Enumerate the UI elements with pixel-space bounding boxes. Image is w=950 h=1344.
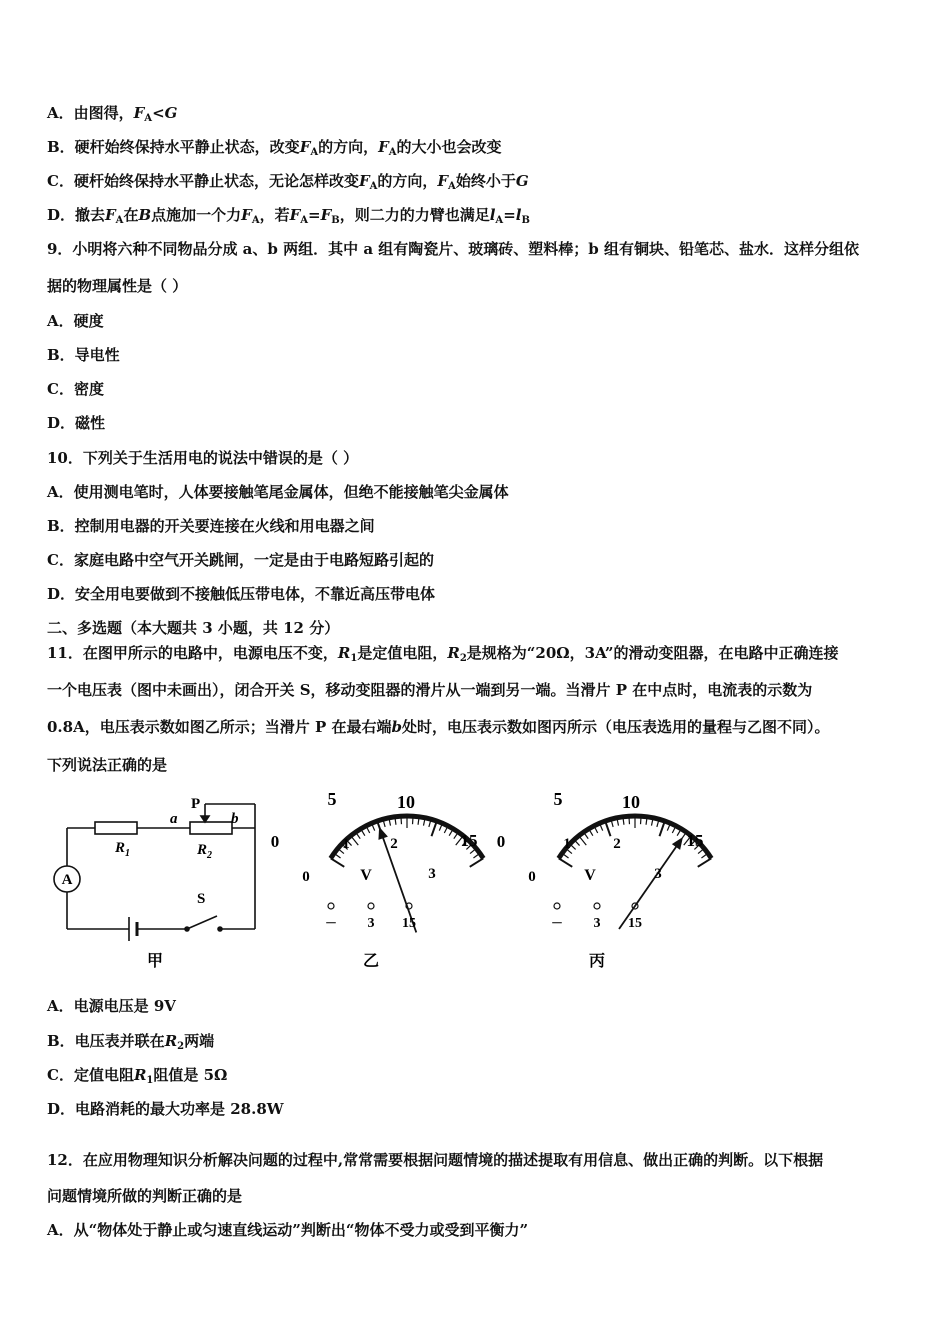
meter-tick	[401, 816, 402, 824]
q9-option-b[interactable]: B．导电性	[47, 346, 120, 364]
yi-in-2: 2	[390, 836, 398, 852]
switch-blade	[187, 916, 217, 929]
q11-stem-line2: 一个电压表（图中未画出），闭合开关 S，移动变阻器的滑片从一端到另一端。当滑片 P 在中点时，电流表的示数为	[47, 681, 813, 699]
meter-tick	[559, 858, 573, 866]
ammeter-label: A	[61, 872, 73, 888]
q9-option-a[interactable]: A．硬度	[47, 312, 104, 330]
yi-terminal-minus: －	[324, 916, 338, 930]
caption-jia: 甲	[146, 953, 164, 970]
q10-option-c[interactable]: C．家庭电路中空气开关跳闸，一定是由于电路短路引起的	[47, 551, 434, 569]
yi-terminal-3-post	[368, 903, 374, 909]
q10-option-a[interactable]: A．使用测电笔时，人体要接触笔尾金属体，但绝不能接触笔尖金属体	[47, 483, 509, 501]
q8-option-c[interactable]: C．硬杆始终保持水平静止状态，无论怎样改变$F_A$的方向，$F_A$始终小于G	[47, 172, 529, 192]
r1-subscript: 1	[125, 848, 131, 859]
bing-v-label: V	[584, 867, 596, 884]
bing-top-10: 10	[622, 792, 640, 812]
meter-tick	[331, 858, 345, 866]
q11-figure-svg	[45, 786, 745, 976]
q11-option-c[interactable]: C．定值电阻$R_1$阻值是 5Ω	[47, 1066, 228, 1086]
terminal-a-label: a	[170, 811, 178, 827]
bing-in-3: 3	[654, 866, 662, 882]
q8-option-d[interactable]: D．撤去$F_A$在B点施加一个力$F_A$，若$F_A=F_B$，则二力的力臂也满足$l_A=l_B$	[47, 206, 530, 226]
bing-terminal-15: 15	[628, 916, 642, 931]
yi-v-label: V	[360, 867, 372, 884]
r2-label	[196, 842, 212, 861]
meter-tick	[432, 821, 437, 836]
q9-stem-line2: 据的物理属性是（ ）	[47, 277, 188, 295]
q11-stem-line3: 0.8A，电压表示数如图乙所示；当滑片 P 在最右端b处时，电压表示数如图丙所示（电压表选用的量程与乙图不同）。	[47, 718, 830, 736]
r2-letter: R	[197, 842, 208, 858]
yi-in-3: 3	[428, 866, 436, 882]
bing-right-15: 15	[686, 831, 704, 850]
q11-figure	[45, 786, 745, 976]
bing-terminal-3-post	[594, 903, 600, 909]
r1-label	[114, 840, 130, 859]
meter-tick	[413, 816, 414, 824]
r1-letter: R	[115, 840, 126, 856]
bing-left-0: 0	[496, 832, 506, 851]
q11-option-b[interactable]: B．电压表并联在$R_2$两端	[47, 1032, 215, 1052]
meter-tick	[579, 836, 587, 845]
q12-stem-line1: 12．在应用物理知识分析解决问题的过程中,常常需要根据问题情境的描述提取有用信息、做出正确的判断。以下根据	[47, 1151, 824, 1169]
yi-terminal-minus-post	[328, 903, 334, 909]
section-heading: 二、多选题（本大题共 3 小题，共 12 分）	[47, 619, 340, 637]
bing-terminal-3: 3	[593, 916, 601, 931]
q8-option-a[interactable]: A．由图得，$F_A<G$	[47, 104, 178, 124]
bing-in-0: 0	[528, 869, 536, 885]
q10-option-d[interactable]: D．安全用电要做到不接触低压带电体，不靠近高压带电体	[47, 585, 436, 603]
yi-in-0: 0	[302, 869, 310, 885]
circuit-diagram	[54, 804, 255, 941]
resistor-r1	[95, 822, 137, 834]
caption-yi: 乙	[362, 953, 380, 970]
q9-option-d[interactable]: D．磁性	[47, 414, 106, 432]
meter-tick	[605, 821, 610, 836]
bing-in-2: 2	[613, 836, 621, 852]
yi-terminal-15: 15	[402, 916, 416, 931]
meter-tick	[641, 816, 642, 824]
yi-in-1: 1	[342, 836, 350, 852]
bing-in-1: 1	[563, 836, 571, 852]
slider-arrow	[201, 816, 209, 822]
yi-terminal-3: 3	[367, 916, 375, 931]
meter-tick	[698, 858, 712, 866]
q9-stem-line1: 9．小明将六种不同物品分成 a、b 两组．其中 a 组有陶瓷片、玻璃砖、塑料棒；b 组有铜块、铅笔芯、盐水．这样分组依	[47, 240, 859, 258]
terminal-b-label: b	[231, 811, 239, 827]
q9-option-c[interactable]: C．密度	[47, 380, 104, 398]
q8-option-b[interactable]: B．硬杆始终保持水平静止状态，改变$F_A$的方向，$F_A$的大小也会改变	[47, 138, 502, 158]
yi-right-15: 15	[460, 831, 478, 850]
bing-top-5: 5	[553, 789, 563, 809]
q12-stem-line2: 问题情境所做的判断正确的是	[47, 1187, 243, 1205]
meter-tick	[470, 858, 484, 866]
r2-subscript: 2	[207, 850, 213, 861]
q12-option-a[interactable]: A．从“物体处于静止或匀速直线运动”判断出“物体不受力或受到平衡力”	[47, 1221, 529, 1239]
q11-option-a[interactable]: A．电源电压是 9V	[47, 997, 176, 1015]
meter-tick	[660, 821, 665, 836]
yi-top-10: 10	[397, 792, 415, 812]
bing-terminal-minus-post	[554, 903, 560, 909]
yi-left-0: 0	[270, 832, 280, 851]
q11-stem-line4: 下列说法正确的是	[47, 756, 168, 774]
meter-needle-tip	[378, 827, 387, 840]
slider-p-label: P	[191, 796, 201, 812]
q11-option-d[interactable]: D．电路消耗的最大功率是 28.8W	[47, 1100, 284, 1118]
switch-s-label: S	[197, 891, 206, 907]
meter-tick	[351, 836, 359, 845]
q10-option-b[interactable]: B．控制用电器的开关要连接在火线和用电器之间	[47, 517, 375, 535]
q11-stem-line1: 11．在图甲所示的电路中，电源电压不变，$R_1$是定值电阻，$R_2$是规格为“20Ω，3A”的滑动变阻器，在电路中正确连接	[47, 644, 839, 664]
meter-needle-tip	[672, 837, 683, 850]
bing-terminal-minus: －	[550, 916, 564, 930]
meter-tick	[629, 816, 630, 824]
q10-stem: 10．下列关于生活用电的说法中错误的是（ ）	[47, 449, 359, 467]
caption-bing: 丙	[588, 953, 606, 970]
yi-top-5: 5	[327, 789, 337, 809]
resistor-r2	[190, 822, 232, 834]
